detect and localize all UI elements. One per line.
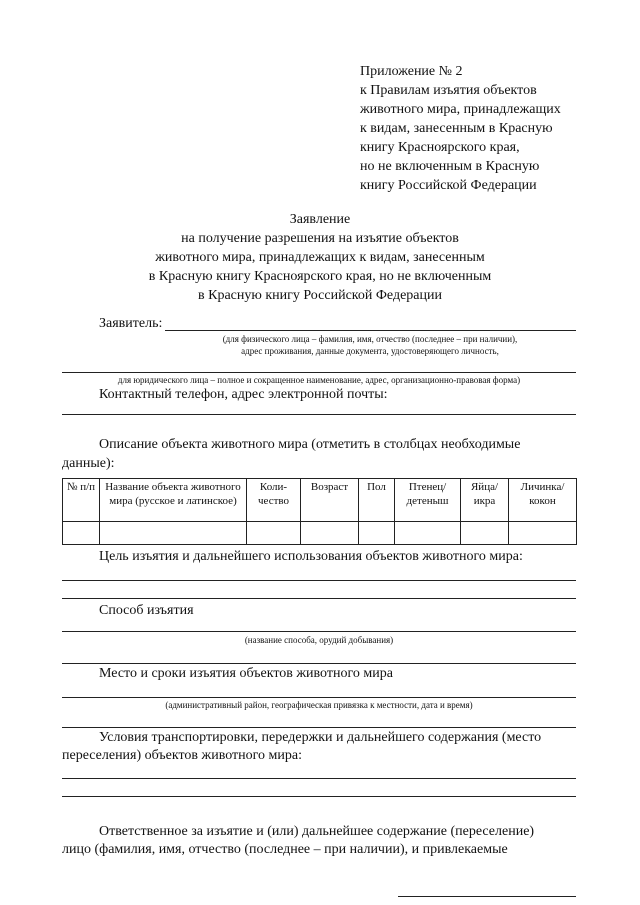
appendix-header — [360, 62, 561, 195]
applicant-hint-3: для юридического лица – полное и сокращенное наименование, адрес, организационно-правовая форма) — [117, 375, 521, 385]
responsible-label: Ответственное за изъятие и (или) дальнейшее содержание (переселение) — [99, 824, 535, 839]
appendix-line: книгу Красноярского края, — [360, 140, 520, 155]
applicant-label: Заявитель: — [99, 316, 163, 331]
method-field[interactable] — [62, 631, 576, 632]
place-field-2[interactable] — [62, 727, 576, 728]
appendix-line: Приложение № 2 — [360, 64, 463, 79]
table-cell[interactable] — [301, 522, 359, 545]
col-larva-header: Личинка/ кокон — [509, 479, 577, 522]
contact-field[interactable] — [62, 414, 576, 415]
table-cell[interactable] — [359, 522, 395, 545]
transport-label-2: переселения) объектов животного мира: — [62, 748, 302, 763]
contact-label: Контактный телефон, адрес электронной почты: — [99, 387, 388, 402]
transport-field-2[interactable] — [62, 796, 576, 797]
description-label-2: данные): — [62, 456, 115, 471]
col-number-header: № п/п — [63, 479, 100, 522]
table-cell[interactable] — [63, 522, 100, 545]
transport-field[interactable] — [62, 778, 576, 779]
place-field[interactable] — [62, 697, 576, 698]
table-header-row — [63, 479, 577, 522]
col-sex-header: Пол — [359, 479, 395, 522]
method-label: Способ изъятия — [99, 603, 194, 618]
appendix-line: к видам, занесенным в Красную — [360, 121, 553, 136]
applicant-field-2[interactable] — [62, 372, 576, 373]
col-name-header: Название объекта животного мира (русское и латинское) — [100, 479, 247, 522]
title-line: животного мира, принадлежащих к видам, занесенным — [155, 250, 485, 265]
place-hint: (административный район, географическая привязка к местности, дата и время) — [165, 700, 473, 710]
description-label: Описание объекта животного мира (отметить в столбцах необходимые — [99, 437, 521, 452]
appendix-line: но не включенным в Красную — [360, 159, 540, 174]
col-age-header: Возраст — [301, 479, 359, 522]
title-heading: Заявление — [289, 212, 351, 227]
table-cell[interactable] — [395, 522, 461, 545]
table-cell[interactable] — [100, 522, 247, 545]
table-row — [63, 522, 577, 545]
appendix-line: к Правилам изъятия объектов — [360, 83, 537, 98]
transport-label: Условия транспортировки, передержки и дальнейшего содержания (место — [99, 730, 542, 745]
purpose-field-2[interactable] — [62, 598, 576, 599]
table-cell[interactable] — [247, 522, 301, 545]
responsible-label-2: лицо (фамилия, имя, отчество (последнее – при наличии), и привлекаемые — [62, 842, 508, 857]
table-cell[interactable] — [461, 522, 509, 545]
method-field-2[interactable] — [62, 663, 576, 664]
applicant-field[interactable] — [165, 330, 576, 331]
footer-divider — [398, 896, 576, 897]
appendix-line: книгу Российской Федерации — [360, 178, 537, 193]
col-eggs-header: Яйца/ икра — [461, 479, 509, 522]
purpose-label: Цель изъятия и дальнейшего использования объектов животного мира: — [99, 549, 523, 564]
title-line: в Красную книгу Красноярского края, но не включенным — [148, 269, 492, 284]
table-cell[interactable] — [509, 522, 577, 545]
animal-description-table — [62, 478, 577, 545]
appendix-line: животного мира, принадлежащих — [360, 102, 561, 117]
col-quantity-header: Коли-чество — [247, 479, 301, 522]
title-line: на получение разрешения на изъятие объектов — [181, 231, 459, 246]
document-title — [0, 210, 640, 305]
applicant-hint-2: адрес проживания, данные документа, удостоверяющего личность, — [241, 346, 499, 356]
title-line: в Красную книгу Российской Федерации — [198, 288, 442, 303]
method-hint: (название способа, орудий добывания) — [244, 635, 394, 645]
applicant-hint-1: (для физического лица – фамилия, имя, отчество (последнее – при наличии), — [222, 334, 518, 344]
purpose-field[interactable] — [62, 580, 576, 581]
place-label: Место и сроки изъятия объектов животного мира — [99, 666, 393, 681]
col-chick-header: Птенец/ детеныш — [395, 479, 461, 522]
